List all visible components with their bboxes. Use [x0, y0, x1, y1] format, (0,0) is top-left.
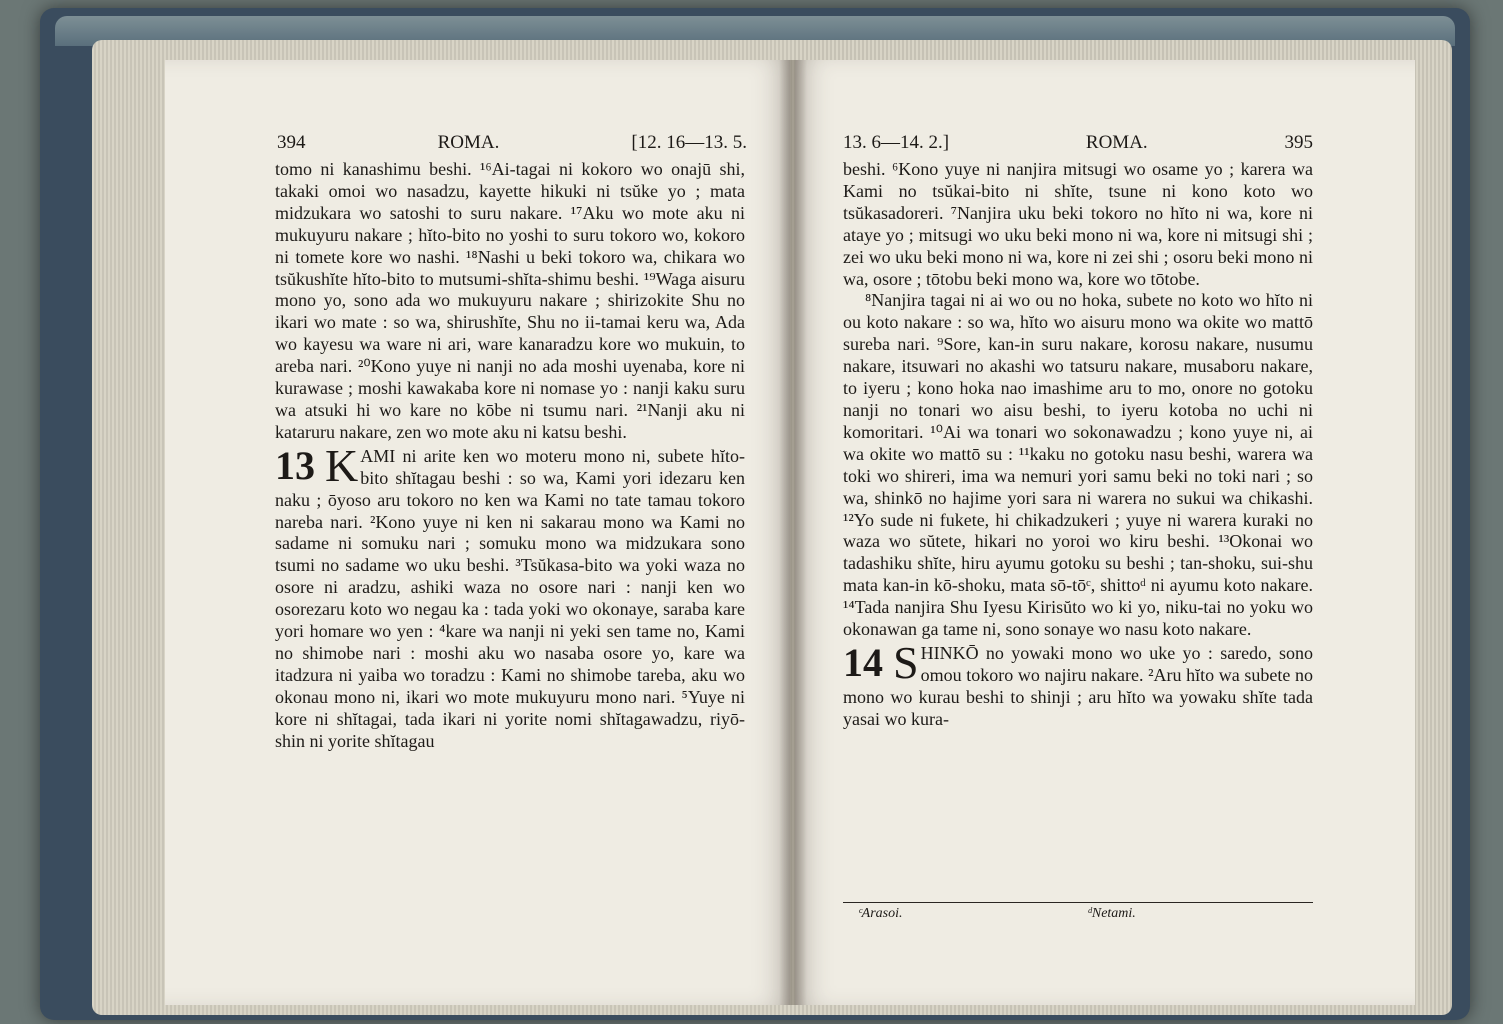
chapter-text: AMI ni arite ken wo moteru mono ni, subete hĭto-bito shĭtagau beshi : so wa, Kami yori idezaru ken naku ; ōyoso aru tokoro no ken wa Kami no tate tamau tokoro nareba nari. ²Kono yuye ni ken ni sakarau mono wa Kami no sadame ni somuku nari ; somuku mono wa midzukara sono tsumi no sadame wo uku beshi. ³Tsŭkasa-bito wa yoki waza no osore ni aradzu, ashiki waza no osore nari : nanji ken wo osorezaru koto wo negau ka : tada yoki wo okonaye, saraba kare yori homare wo yen : ⁴kare wa nanji ni yeki sen tame no, Kami no shimobe nari : moshi aku wo nasaba osore yo, kare wa itadzura ni yaiba wo toradzu : Kami no shimobe tareba, aku wo okonau mono ni, ikari wo mote mukuyuru mono nari. ⁵Yuye ni kore ni shĭtagai, tada ikari ni yorite nomi shĭtagawadzu, riyō-shin ni yorite shĭtagau — [275, 445, 745, 751]
left-page — [165, 60, 790, 1005]
chapter-14-start — [843, 636, 1313, 731]
book-gutter — [779, 60, 807, 1005]
verse-range-left: [12. 16—13. 5. — [631, 132, 747, 153]
drop-cap-initial: S — [893, 636, 919, 688]
verse-range-right: 13. 6—14. 2.] — [843, 132, 950, 153]
drop-cap-initial: K — [325, 439, 359, 491]
page-number-right: 395 — [1284, 132, 1313, 153]
paragraph: tomo ni kanashimu beshi. ¹⁶Ai-tagai ni kokoro wo onajū shi, takaki omoi wo nasadzu, kayette hikuki ni tsŭke yo ; mata midzukara wo satoshi to suru nakare. ¹⁷Aku wo mote aku ni mukuyuru nakare ; hĭto-bito no yoshi to suru tokoro wo, kokoro ni tomete kore wo nashi. ¹⁸Nashi u beki tokoro wa, chikara wo tsŭkushĭte hĭto-bito to mutsumi-shĭta-shimu beshi. ¹⁹Waga aisuru mono yo, sono ada wo mukuyuru nakare ; shirizokite Shu no ikari wo mate : so wa, shirushĭte, Shu no ii-tamai keru wa, Ada wo kayesu wa ware ni ari, ware kanaradzu kore wo mukuin, to areba nari. ²⁰Kono yuye ni nanji no ada moshi uyenaba, kore ni kurawase ; moshi kawakaba kore ni nomase yo : nanji kaku suru wa atsuki hi wo kare no kōbe ni tsumu nari. ²¹Nanji aku ni kataruru nakare, zen wo mote aku ni katsu beshi. — [275, 159, 745, 442]
footnotes — [843, 902, 1313, 922]
chapter-text: HINKŌ no yowaki mono wo uke yo : saredo, sono omou tokoro wo najiru nakare. ²Aru hĭto wa subete no mono wo kurau beshi to shinji ; aru hĭto wa yowaku shĭte tada yasai wo kura- — [843, 642, 1313, 729]
chapter-number: 14 — [843, 639, 883, 685]
right-text-column — [843, 159, 1313, 731]
footnote: ᶜArasoi. — [858, 906, 903, 921]
paragraph: ⁸Nanjira tagai ni ai wo ou no hoka, subete no koto wo hĭto ni ou koto nakare : so wa, hĭto wo aisuru mono wa okite wo mattō sureba nari. ⁹Sore, kan-in suru nakare, korosu nakare, nusumu nakare, itsuwari no akashi wo tatsuru nakare, musaboru nakare, to iyeru ; kono hoka nao imashime aru to mo, onore no gotoku nanji no tonari wo aisu beshi, to iyeru kotoba no uchi ni komoritari. ¹⁰Ai wa tonari wo sokonawadzu ; kono yuye ni, ai wa okite wo mattō su : ¹¹kaku no gotoku nasu beshi, warera wa toki wo shireri, ima wa nemuri yori samu beki no toki nari ; so wa, shinkō no hajime yori sara ni warera no sukui wa chikashi. ¹²Yo sude ni fukete, hi chikadzukeri ; yuye ni warera kuraki no waza wo sŭtete, hikari no yoroi wo kiru beshi. ¹³Okonai wo tadashiku shĭte, hiru ayumu gotoku su beshi ; tan-shoku, sui-shu mata kan-in kō-shoku, mata sō-tōᶜ, shittoᵈ ni ayumu koto nakare. ¹⁴Tada nanjira Shu Iyesu Kirisŭto wo ki yo, niku-tai no yoku wo okonawan ga tame ni, sono sonaye wo nasu koto nakare. — [843, 290, 1313, 640]
running-title-right: ROMA. — [1085, 132, 1148, 153]
right-page-header — [843, 132, 1313, 156]
left-page-header — [277, 132, 747, 156]
left-text-column — [275, 159, 745, 752]
right-page — [795, 60, 1415, 1005]
chapter-13-start — [275, 439, 745, 753]
footnote: ᵈNetami. — [1087, 906, 1136, 921]
chapter-number: 13 — [275, 442, 315, 488]
paragraph: beshi. ⁶Kono yuye ni nanjira mitsugi wo osame yo ; karera wa Kami no tsŭkai-bito ni shĭte, tsune ni kono koto wo tsŭkasadoreri. ⁷Nanjira uku beki tokoro no hĭto ni wa, kore ni ataye yo ; mitsugi wo uku beki mono ni wa, kore ni mitsugi shi ; zei wo uku beki mono ni wa, kore ni zei shi ; osoru beki mono ni wa, osore ; tōtobu beki mono wa, kore wo tōtobe. — [843, 159, 1313, 289]
page-number-left: 394 — [277, 132, 306, 153]
running-title-left: ROMA. — [437, 132, 500, 153]
